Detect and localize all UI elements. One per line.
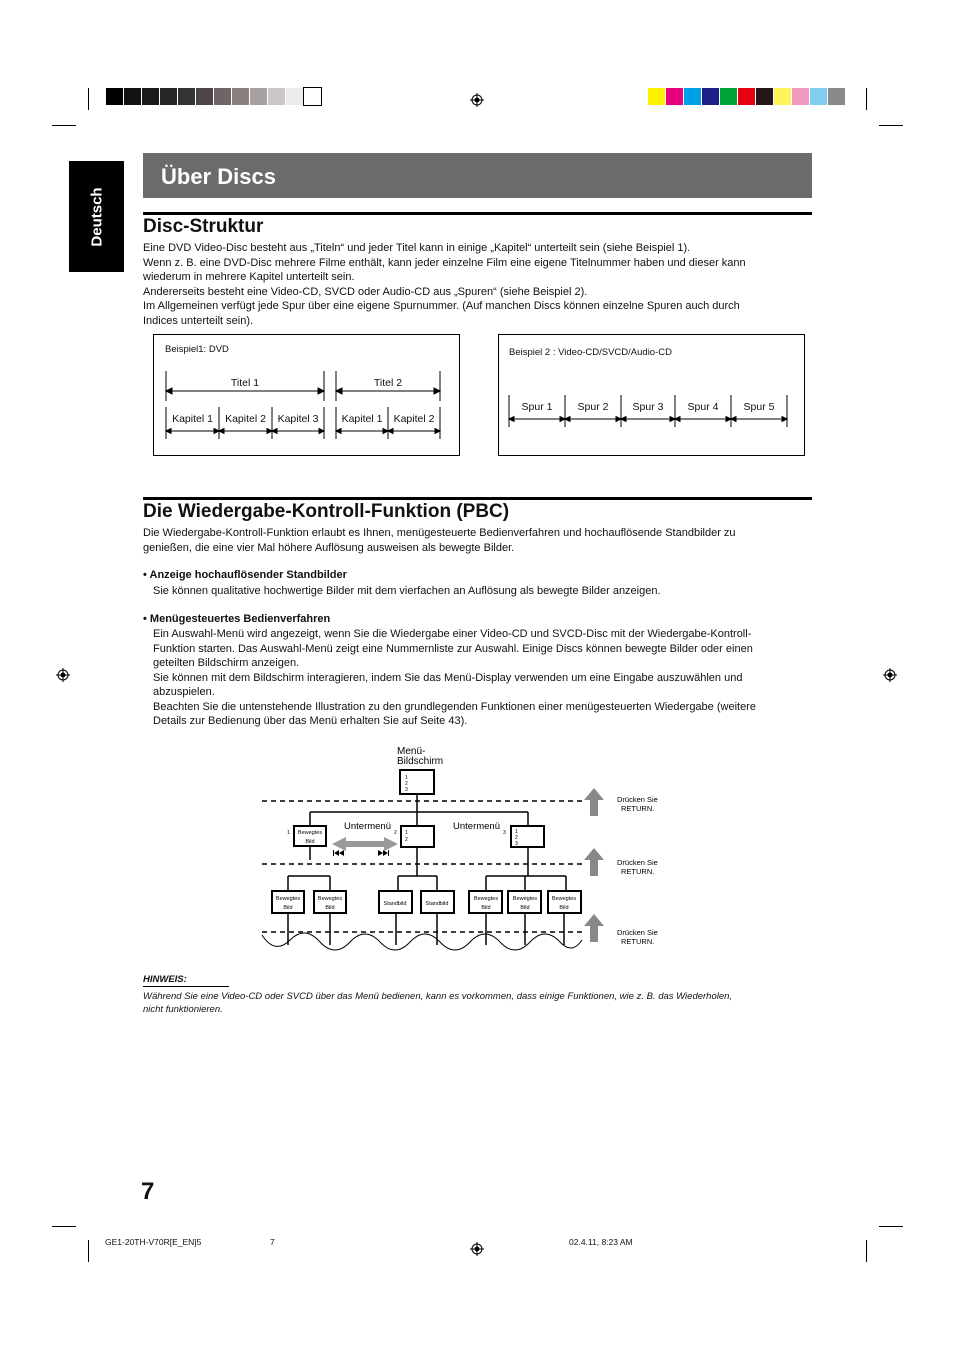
section-heading-pbc: Die Wiedergabe-Kontroll-Funktion (PBC) — [143, 501, 510, 522]
text-line: Eine DVD Video-Disc besteht aus „Titeln“ und jeder Titel kann in einige „Kapitel“ unterteilt sein (siehe Beispiel 1). — [143, 242, 691, 254]
menu-label: Bildschirm — [397, 756, 444, 767]
svg-text:3: 3 — [405, 787, 408, 793]
chapter-label: Kapitel 2 — [225, 413, 266, 425]
page-number: 7 — [141, 1178, 155, 1205]
note-heading: HINWEIS: — [143, 974, 187, 985]
note-underline — [143, 986, 229, 987]
svg-text:Bild: Bild — [481, 905, 491, 911]
text-line: abzuspielen. — [153, 686, 215, 698]
note-text — [143, 990, 803, 1016]
svg-text:RETURN.: RETURN. — [621, 937, 655, 946]
svg-text:Bild: Bild — [305, 839, 315, 845]
text-line: nicht funktionieren. — [143, 1004, 223, 1015]
svg-text:2: 2 — [394, 830, 397, 836]
text-line: genießen, die eine vier Mal höhere Auflösung ausweisen als bewegte Bilder. — [143, 541, 515, 554]
text-line: Funktion starten. Das Auswahl-Menü zeigt eine Nummernliste zur Auswahl. Einige Discs können bewegte Bilder oder einen — [153, 642, 753, 655]
svg-text:Bewegtes: Bewegtes — [317, 896, 343, 902]
svg-text:Standbild: Standbild — [425, 901, 449, 907]
svg-text:2: 2 — [405, 837, 408, 843]
svg-text:3: 3 — [515, 841, 518, 847]
chapter-label: Kapitel 2 — [393, 413, 435, 425]
text-line: Während Sie eine Video-CD oder SVCD über das Menü bedienen, kann es vorkommen, dass einige Funktionen, wie z. B. das Wiederholen, — [143, 991, 733, 1002]
footer-date: 02.4.11, 8:23 AM — [569, 1237, 633, 1247]
footer-code: GE1-20TH-V70R[E_EN]5 — [105, 1237, 202, 1247]
svg-text:1: 1 — [287, 830, 290, 836]
svg-text:Bewegtes: Bewegtes — [512, 896, 538, 902]
svg-text:RETURN.: RETURN. — [621, 804, 655, 813]
submenu-label: Untermenü — [453, 821, 500, 832]
title-label: Titel 1 — [230, 377, 260, 389]
bullet-heading-menu-operation: • Menügesteuertes Bedienverfahren — [143, 613, 331, 625]
text-line: Die Wiedergabe-Kontroll-Funktion erlaubt es Ihnen, menügesteuerte Bedienverfahren und hochauflösende Standbilder zu — [143, 527, 736, 539]
track-label: Spur 5 — [743, 401, 775, 413]
svg-text:Bewegtes: Bewegtes — [297, 830, 323, 836]
svg-text:Bild: Bild — [283, 905, 293, 911]
svg-text:Bild: Bild — [559, 905, 569, 911]
chapter-label: Kapitel 1 — [341, 413, 383, 425]
text-line: Indices unterteilt sein). — [143, 314, 254, 327]
svg-text:Bewegtes: Bewegtes — [275, 896, 301, 902]
svg-text:3: 3 — [503, 830, 506, 836]
svg-text:2: 2 — [405, 781, 408, 787]
text-line: wiederum in mehrere Kapitel unterteilt sein. — [143, 271, 355, 283]
svg-text:Drücken Sie: Drücken Sie — [617, 795, 658, 804]
svg-text:Bewegtes: Bewegtes — [551, 896, 577, 902]
svg-text:Bild: Bild — [325, 905, 335, 911]
text-line: Details zur Bedienung über das Menü erhalten Sie auf Seite 43). — [153, 715, 468, 727]
svg-text:RETURN.: RETURN. — [621, 867, 655, 876]
title-label: Titel 2 — [373, 377, 403, 389]
svg-text:Drücken Sie: Drücken Sie — [617, 858, 658, 867]
chapter-label: Kapitel 1 — [172, 413, 213, 425]
svg-text:1: 1 — [515, 829, 518, 835]
track-label: Spur 2 — [577, 401, 609, 413]
section-heading-disc-structure: Disc-Struktur — [143, 216, 264, 237]
page-title: Über Discs — [161, 164, 276, 189]
track-label: Spur 4 — [687, 401, 719, 413]
text-line: Andererseits besteht eine Video-CD, SVCD oder Audio-CD aus „Spuren“ (siehe Beispiel 2). — [143, 285, 588, 298]
svg-text:Standbild: Standbild — [383, 901, 407, 907]
skip-arrow-icon — [332, 837, 398, 851]
bullet-heading-still-images: • Anzeige hochauflösender Standbilder — [143, 569, 347, 581]
track-label: Spur 1 — [521, 401, 553, 413]
svg-text:1: 1 — [405, 775, 408, 781]
svg-text:1: 1 — [405, 830, 408, 836]
svg-text:2: 2 — [515, 835, 518, 841]
text-line: Ein Auswahl-Menü wird angezeigt, wenn Sie die Wiedergabe einer Video-CD und SVCD-Disc mit der Wiedergabe-Kontroll- — [153, 628, 752, 640]
svg-text:Bild: Bild — [520, 905, 530, 911]
text-line: Sie können mit dem Bildschirm interagieren, indem Sie das Menü-Display verwenden um eine Eingabe auszuwählen und — [153, 671, 743, 684]
menu-label: Menü- — [397, 746, 426, 757]
text-line: Wenn z. B. eine DVD-Disc mehrere Filme enthält, kann jeder einzelne Film eine eigene Titelnummer haben und dieser kann — [143, 256, 746, 269]
example2-caption: Beispiel 2 : Video-CD/SVCD/Audio-CD — [509, 347, 672, 358]
return-arrow-icon — [584, 788, 604, 942]
footer-page: 7 — [270, 1237, 275, 1247]
track-label: Spur 3 — [632, 401, 664, 413]
text-line: geteilten Bildschirm anzeigen. — [153, 657, 300, 669]
chapter-label: Kapitel 3 — [277, 413, 319, 425]
svg-text:Drücken Sie: Drücken Sie — [617, 928, 658, 937]
text-line: Beachten Sie die untenstehende Illustration zu den grundlegenden Funktionen einer menügesteuerten Wiedergabe (weitere — [153, 700, 756, 713]
submenu-label: Untermenü — [344, 821, 391, 832]
svg-text:Bewegtes: Bewegtes — [473, 896, 499, 902]
language-label: Deutsch — [88, 186, 105, 247]
example1-caption: Beispiel1: DVD — [165, 344, 229, 355]
text-line: Sie können qualitative hochwertige Bilder mit dem vierfachen an Auflösung als bewegte Bilder anzeigen. — [153, 585, 661, 597]
text-line: Im Allgemeinen verfügt jede Spur über eine eigene Spurnummer. (Auf manchen Discs können einzelne Spuren auch durch — [143, 300, 740, 312]
